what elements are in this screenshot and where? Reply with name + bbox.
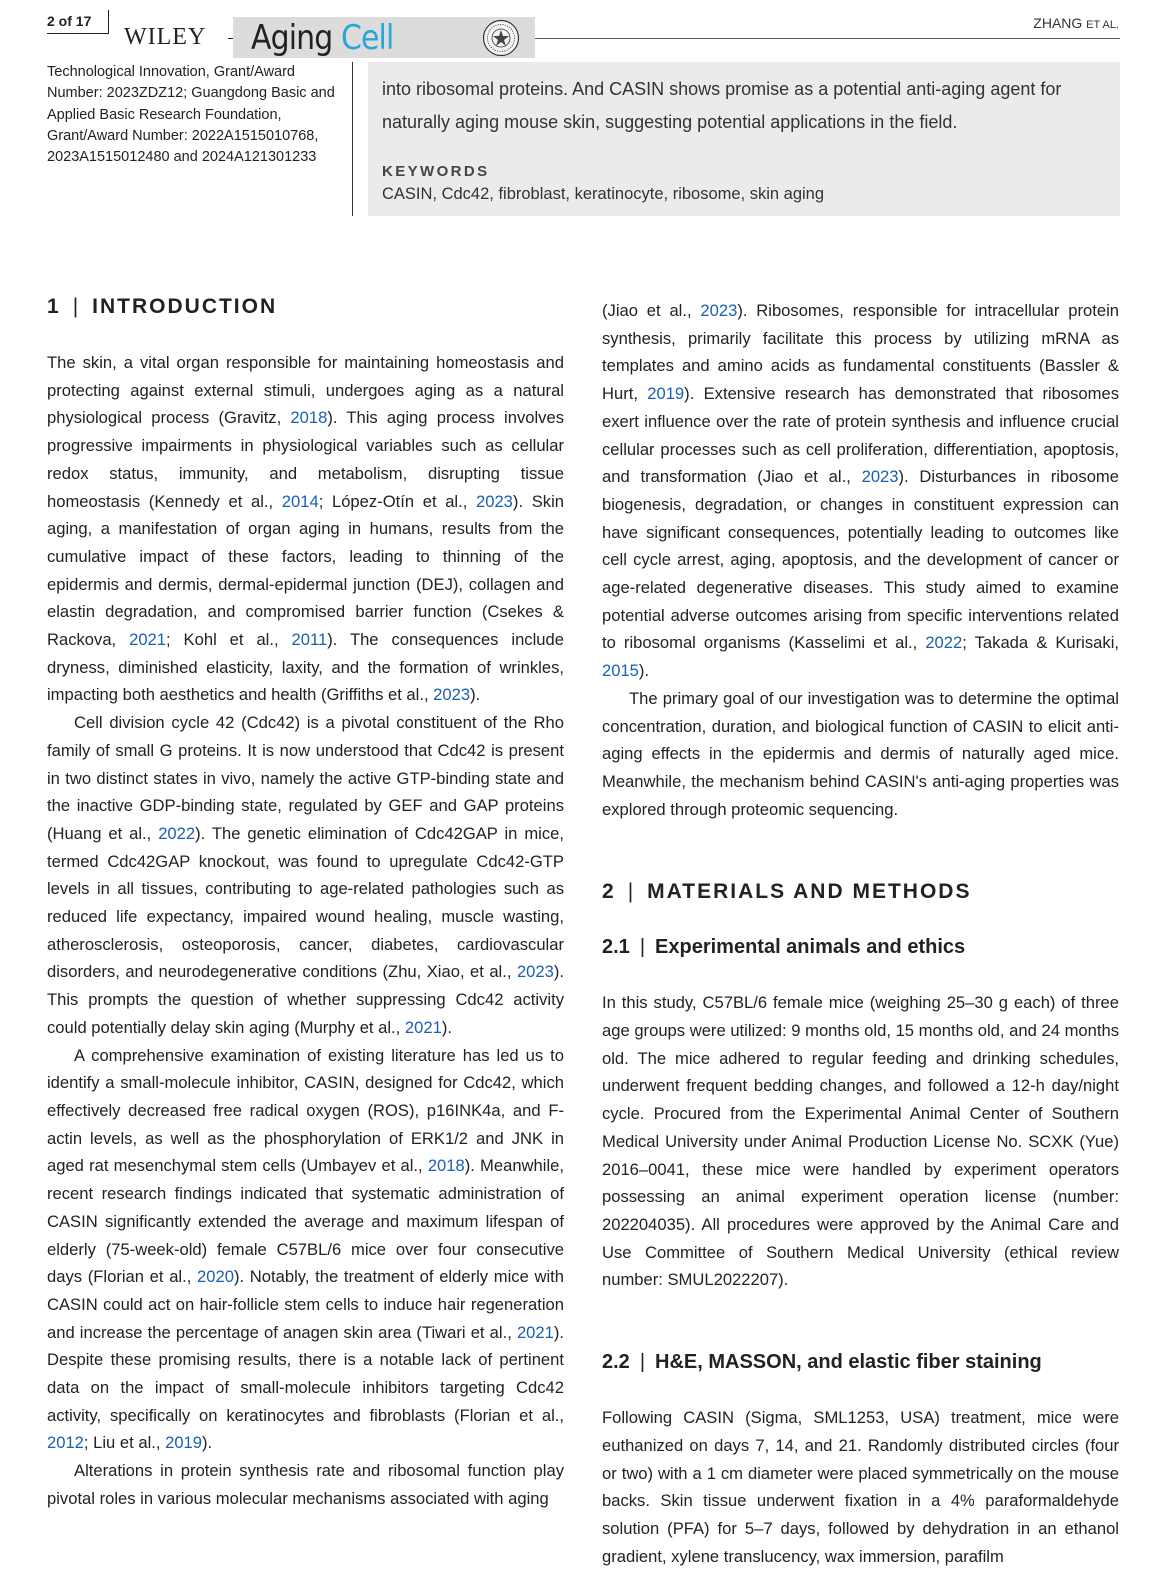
page-number: 2 of 17	[47, 13, 92, 29]
funding-divider	[352, 62, 353, 216]
spacer	[602, 1294, 1119, 1346]
paragraph-intro-5: The primary goal of our investigation was to determine the optimal concentration, duration, and biological function of CASIN to elicit anti-aging effects in the epidermis and dermis of naturally aged mice. Meanwhile, the mechanism behind CASIN's anti-aging properties was explored through proteomic sequencing.	[602, 688, 1119, 819]
paragraph-animals: In this study, C57BL/6 female mice (weighing 25–30 g each) of three age groups were utilized: 9 months old, 15 months old, and 24 months old. The mice adhered to regular feeding and drinking schedules, underwent frequent bedding changes, and followed a 12-h day/night cycle. Procured from the Experimental Animal Center of Southern Medical University under Animal Production License No. SCXK (Yue) 2016–0041, these mice were handled by experiment operators possessing an animal experiment operation license (number: 202204035). All procedures were approved by the Animal Care and Use Committee of Southern Medical University (ethical review number: SMUL2022207).	[602, 993, 1119, 1290]
subsection-title: Experimental animals and ethics	[655, 936, 966, 959]
spacer	[602, 1378, 1119, 1404]
heading-separator: |	[639, 936, 646, 959]
section-title: MATERIALS AND METHODS	[647, 880, 972, 904]
citation-link[interactable]: 2021	[129, 630, 167, 650]
journal-title-part1: Aging	[251, 18, 333, 58]
citation-link[interactable]: 2014	[281, 491, 319, 511]
paragraph-staining: Following CASIN (Sigma, SML1253, USA) treatment, mice were euthanized on days 7, 14, and 21. Randomly distributed circles (four or two) with a 1 cm diameter were placed symmetrically on the mouse backs. Skin tissue underwent fixation in a 4% paraformaldehyde solution (PFA) for 5–7 days, followed by dehydration in an ethanol gradient, xylene translucency, wax immersion, parafilm	[602, 1408, 1119, 1566]
funding-note: Technological Innovation, Grant/Award Number: 2023ZDZ12; Guangdong Basic and Applied Basic Research Foundation, Grant/Award Number: 2022A1515010768, 2023A1515012480 and 2024A121301233	[47, 64, 335, 166]
heading-separator: |	[72, 295, 81, 318]
citation-link[interactable]: 2022	[158, 823, 196, 843]
header-divider	[108, 10, 109, 34]
journal-title-part2: Cell	[340, 18, 394, 58]
paragraph-intro-1: The skin, a vital organ responsible for maintaining homeostasis and protecting against external stimuli, undergoes aging as a natural physiological process (Gravitz, 2018). This aging process involves progressive impairments in physiological variables such as cellular redox status, immunity, and metabolism, disrupting tissue homeostasis (Kennedy et al., 2014; López-Otín et al., 2023). Skin aging, a manifestation of organ aging in humans, results from the cumulative impact of these factors, leading to thinning of the epidermis and dermis, dermal-epidermal junction (DEJ), collagen and elastin degradation, and compromised barrier function (Csekes & Rackova, 2021; Kohl et al., 2011). The consequences include dryness, diminished elasticity, laxity, and the formation of wrinkles, impacting both aesthetics and health (Griffiths et al., 2023).	[47, 353, 564, 705]
citation-link[interactable]: 2015	[602, 661, 639, 681]
abstract-text: into ribosomal proteins. And CASIN shows promise as a potential anti-aging agent for naturally aging mouse skin, suggesting potential applications in the field.	[382, 79, 1062, 132]
citation-link[interactable]: 2020	[197, 1267, 234, 1287]
spacer	[602, 963, 1119, 989]
citation-link[interactable]: 2012	[47, 1433, 84, 1453]
author-name: ZHANG	[1033, 15, 1083, 31]
citation-link[interactable]: 2019	[647, 384, 685, 404]
citation-link[interactable]: 2022	[925, 633, 963, 653]
heading-separator: |	[639, 1351, 646, 1374]
running-authors	[1033, 15, 1119, 31]
section-number: 1	[47, 295, 61, 318]
left-column	[47, 290, 564, 1513]
section-title: INTRODUCTION	[92, 295, 278, 318]
subsection-heading-2-1	[602, 931, 1119, 963]
citation-link[interactable]: 2023	[476, 491, 513, 511]
journal-title	[251, 18, 393, 58]
citation-link[interactable]: 2018	[427, 1156, 465, 1176]
paragraph-intro-4-continued: (Jiao et al., 2023). Ribosomes, responsible for intracellular protein synthesis, primarily facilitate this process by utilizing mRNA as templates and amino acids as fundamental constituents (Bassler & Hurt, 2019). Extensive research has demonstrated that ribosomes exert influence over the rate of protein synthesis and influence crucial cellular processes such as cell proliferation, differentiation, apoptosis, and transformation (Jiao et al., 2023). Disturbances in ribosome biogenesis, degradation, or changes in constituent expression can have significant consequences, potentially leading to outcomes like cell cycle arrest, aging, apoptosis, and the development of cancer or age-related degenerative diseases. This study aimed to examine potential adverse outcomes arising from specific interventions related to ribosomal organisms (Kasselimi et al., 2022; Takada & Kurisaki, 2015).	[602, 301, 1119, 681]
subsection-number: 2.2	[602, 1351, 630, 1374]
paragraph-intro-2: Cell division cycle 42 (Cdc42) is a pivotal constituent of the Rho family of small G proteins. It is now understood that Cdc42 is present in two distinct states in vivo, namely the active GTP-binding state and the inactive GDP-binding state, regulated by GEF and GAP proteins (Huang et al., 2022). The genetic elimination of Cdc42GAP in mice, termed Cdc42GAP knockout, was found to upregulate Cdc42-GTP levels in all tissues, contributing to age-related pathologies such as reduced life expectancy, impaired wound healing, muscle wasting, atherosclerosis, osteoporosis, cancer, diabetes, cardiovascular disorders, and neurodegenerative conditions (Zhu, Xiao, et al., 2023). This prompts the question of whether suppressing Cdc42 activity could potentially delay skin aging (Murphy et al., 2021).	[47, 713, 564, 1037]
spacer	[47, 323, 564, 349]
paragraph-intro-4: Alterations in protein synthesis rate and ribosomal function play pivotal roles in various molecular mechanisms associated with aging	[47, 1461, 564, 1508]
section-heading-introduction	[47, 290, 564, 323]
spacer	[602, 908, 1119, 931]
section-number: 2	[602, 880, 616, 904]
citation-link[interactable]: 2021	[404, 1017, 442, 1037]
subsection-number: 2.1	[602, 936, 630, 959]
keywords-label: KEYWORDS	[382, 163, 490, 180]
citation-link[interactable]: 2023	[516, 962, 554, 982]
citation-link[interactable]: 2021	[516, 1322, 554, 1342]
section-heading-methods	[602, 875, 1119, 908]
right-column	[602, 297, 1119, 1570]
publisher-logo: WILEY	[124, 24, 207, 50]
citation-link[interactable]: 2011	[291, 630, 328, 650]
subsection-title: H&E, MASSON, and elastic fiber staining	[655, 1351, 1042, 1374]
citation-link[interactable]: 2018	[290, 408, 328, 428]
spacer	[602, 823, 1119, 875]
paragraph-intro-3: A comprehensive examination of existing literature has led us to identify a small-molecule inhibitor, CASIN, designed for Cdc42, which effectively decreased free radical oxygen (ROS), p16INK4a, and F-actin levels, as well as the phosphorylation of ERK1/2 and JNK in aged rat mesenchymal stem cells (Umbayev et al., 2018). Meanwhile, recent research findings indicated that systematic administration of CASIN significantly extended the average and maximum lifespan of elderly (75-week-old) female C57BL/6 mice over four consecutive days (Florian et al., 2020). Notably, the treatment of elderly mice with CASIN could act on hair-follicle stem cells to induce hair regeneration and increase the percentage of anagen skin area (Tiwari et al., 2021). Despite these promising results, there is a notable lack of pertinent data on the impact of small-molecule inhibitors targeting Cdc42 activity, specifically on keratinocytes and fibroblasts (Florian et al., 2012; Liu et al., 2019).	[47, 1045, 565, 1453]
citation-link[interactable]: 2019	[165, 1433, 203, 1453]
journal-banner	[233, 17, 535, 58]
author-suffix: ET AL.	[1086, 19, 1119, 31]
subsection-heading-2-2	[602, 1346, 1119, 1378]
citation-link[interactable]: 2023	[433, 685, 471, 705]
heading-separator: |	[627, 880, 636, 904]
society-seal-icon	[482, 19, 520, 57]
page-number-rule	[47, 33, 109, 34]
citation-link[interactable]: 2023	[700, 301, 738, 320]
keywords-list: CASIN, Cdc42, fibroblast, keratinocyte, ribosome, skin aging	[382, 185, 825, 203]
citation-link[interactable]: 2023	[861, 467, 899, 487]
abstract-box	[368, 62, 1120, 216]
header-rule	[535, 38, 1120, 39]
